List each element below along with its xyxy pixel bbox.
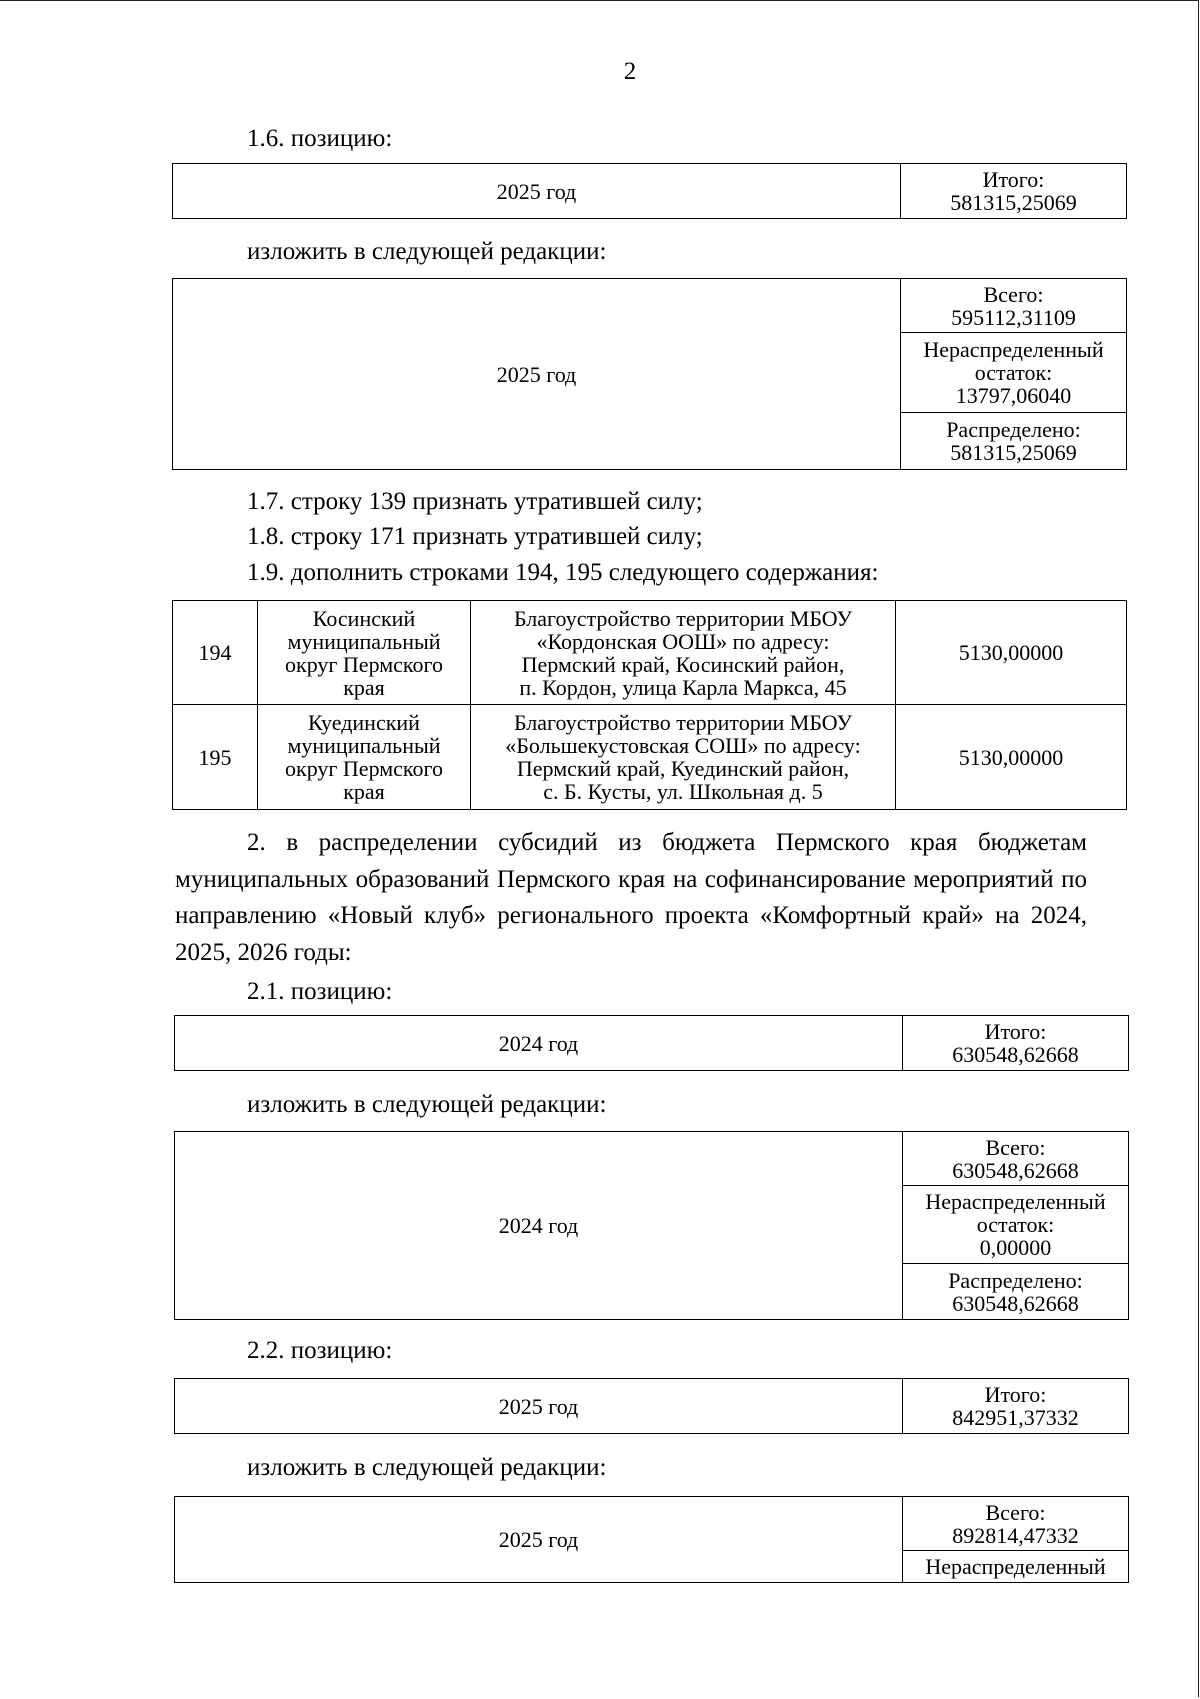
distributed-cell: Распределено: 630548,62668 (903, 1264, 1129, 1320)
district-cell: Косинский муниципальный округ Пермского края (258, 601, 471, 705)
section-1-6-old-table (172, 163, 1127, 219)
section-2-2-new-table (174, 1496, 1129, 1583)
section-1-6-heading: 1.6. позицию: (247, 125, 393, 152)
remainder-cell: Нераспределенный остаток: 13797,06040 (901, 333, 1127, 413)
year-cell: 2025 год (175, 1379, 903, 1434)
table-row (173, 705, 1127, 810)
section-2-2-old-table (174, 1378, 1129, 1434)
added-rows-table (172, 600, 1127, 810)
section-2-1-old-table (174, 1015, 1129, 1071)
section-1-6-edit-label: изложить в следующей редакции: (247, 238, 607, 265)
total-cell: Всего: 595112,31109 (901, 279, 1127, 333)
remainder-cell: Нераспределенный остаток: 0,00000 (903, 1186, 1129, 1264)
total-cell: Итого: 581315,25069 (901, 164, 1127, 219)
section-1-7: 1.7. строку 139 признать утратившей силу; (247, 488, 703, 515)
section-1-6-new-table (172, 278, 1127, 470)
total-cell: Итого: 630548,62668 (903, 1016, 1129, 1071)
year-cell: 2025 год (173, 279, 901, 470)
section-1-9: 1.9. дополнить строками 194, 195 следующего содержания: (247, 559, 879, 586)
section-2-1-heading: 2.1. позицию: (247, 978, 393, 1005)
object-cell: Благоустройство территории МБОУ «Кордонская ООШ» по адресу: Пермский край, Косинский район, п. Кордон, улица Карла Маркса, 45 (471, 601, 896, 705)
year-cell: 2025 год (175, 1497, 903, 1583)
row-number: 195 (173, 705, 258, 810)
remainder-cell: Нераспределенный (903, 1551, 1129, 1583)
amount-cell: 5130,00000 (896, 601, 1127, 705)
total-cell: Всего: 892814,47332 (903, 1497, 1129, 1551)
amount-cell: 5130,00000 (896, 705, 1127, 810)
distributed-cell: Распределено: 581315,25069 (901, 413, 1127, 470)
object-cell: Благоустройство территории МБОУ «Большекустовская СОШ» по адресу: Пермский край, Куединский район, с. Б. Кусты, ул. Школьная д. 5 (471, 705, 896, 810)
district-cell: Куединский муниципальный округ Пермского края (258, 705, 471, 810)
table-row (173, 601, 1127, 705)
section-2-1-new-table (174, 1131, 1129, 1320)
row-number: 194 (173, 601, 258, 705)
year-cell: 2025 год (173, 164, 901, 219)
year-cell: 2024 год (175, 1132, 903, 1320)
year-cell: 2024 год (175, 1016, 903, 1071)
section-2-2-heading: 2.2. позицию: (247, 1337, 393, 1364)
section-1-8: 1.8. строку 171 признать утратившей силу; (247, 523, 703, 550)
total-cell: Итого: 842951,37332 (903, 1379, 1129, 1434)
total-cell: Всего: 630548,62668 (903, 1132, 1129, 1186)
section-2-1-edit-label: изложить в следующей редакции: (247, 1091, 607, 1118)
page-number: 2 (623, 58, 637, 85)
section-2-2-edit-label: изложить в следующей редакции: (247, 1454, 607, 1481)
section-2-text: 2. в распределении субсидий из бюджета Пермского края бюджетам муниципальных образований Пермского края на софинансирование мероприятий по направлению «Новый клуб» регионального проекта «Комфортный край» на 2024, 2025, 2026 годы: (175, 829, 1087, 966)
